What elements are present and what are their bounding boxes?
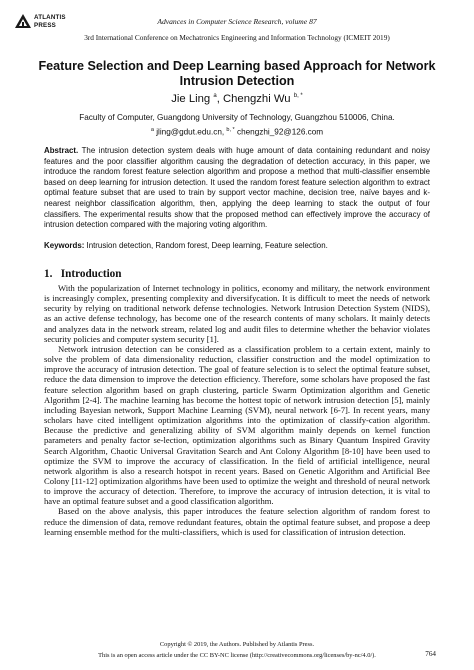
page-number: 764 [425, 650, 436, 658]
author-line [0, 93, 474, 105]
email-line [0, 127, 474, 137]
affiliation: Faculty of Computer, Guangdong University of Technology, Guangzhou 510006, China. [79, 113, 395, 122]
email-mark: b, * [226, 127, 235, 133]
body-text [44, 283, 430, 537]
author-name: Jie Ling [171, 93, 211, 105]
publisher-line2: PRESS [34, 21, 56, 29]
keywords-text: Intrusion detection, Random forest, Deep learning, Feature selection. [84, 241, 328, 250]
publisher-line1: ATLANTIS [34, 14, 66, 21]
author-affil-mark: b, * [293, 93, 303, 100]
email-address: jling@gdut.edu.cn, [156, 127, 227, 137]
author-separator: , [216, 93, 223, 105]
keywords-label: Keywords: [44, 241, 85, 250]
body-paragraph: With the popularization of Internet technology in politics, economy and military, the network environment is increasingly complex, presenting complexity and diversifycation. It is difficult to meet the needs of network security by relying on traditional network defense technologies. Network Intrusion Detection System (NIDS), as an active defense technology, has become one of the research contents of many scholars. It mainly detects and analyzes data in the network stream, related log and audit files to determine whether the behavior violates security policies and computer system security [1]. [44, 283, 430, 344]
email-address: chengzhi_92@126.com [236, 127, 324, 137]
body-paragraph: Based on the above analysis, this paper introduces the feature selection algorithm of random forest to reduce the dimension of data, remove redundant features, obtain the optimal feature subset, and propose a deep learning ensemble method for the multi-classifiers, which is used for classification of intrusion detection. [44, 506, 430, 537]
journal-header: Advances in Computer Science Research, volume 87 [157, 17, 317, 26]
author-name: Chengzhi Wu [222, 93, 291, 105]
body-paragraph: Network intrusion detection can be considered as a classification problem to a certain extent, mainly to solve the problem of data dimensionality reduction, classifier construction and the model optimization to improve the accuracy of intrusion detection. The goal of feature selection is to select the optimal feature subset, reduce the data dimension to improve the detection efficiency. Therefore, some scholars have proposed the fast feature selection algorithm based on graph clustering, particle Swarm Optimization algorithm and Genetic Algorithm [2-4]. The machine learning has become the hottest topic of network intrusion detection [5], mainly including Bayesian network, Support Machine Learning (SVM), neural network [6-7]. In recent years, many scholars have cited intelligent optimization algorithms into the optimization of classify-cation algorithm. Because the predictive and generalizing ability of SVM algorithm mainly depends on kernel function parameters and penalty factor se-lection, optimization algorithms such as Binary Quantum Inspired Gravity Search Algorithm, Chaotic Universal Gravitation Search and Ant Colony Algorithm [8-10] have been used to optimize the SVM to improve the accuracy of classification. In the field of artificial intelligence, neural network algorithm is also a research hotspot in recent years. Based on Genetic Algorithm and Artificial Bee Colony [11-12] optimization algorithms have been used to optimize the weight and threshold of neural network to improve the accuracy of detection. Therefore, to improve the accuracy of intrusion detection, it is vital to have an optimal feature subset and a good classification algorithm. [44, 343, 430, 507]
paper-title: Feature Selection and Deep Learning based Approach for Network Intrusion Detection [38, 59, 436, 88]
section-title: Introduction [60, 268, 122, 280]
section-heading [44, 268, 122, 280]
abstract [44, 146, 430, 231]
abstract-label: Abstract. [44, 146, 79, 155]
keywords [44, 241, 430, 250]
abstract-text: The intrusion detection system deals with huge amount of data containing redundant and noisy features and the poor classifier algorithm causing the degradation of detection accuracy, in this paper, we introduce the random forest feature selection algorithm and propose a method that multi-classifier ensemble based on deep learning for intrusion detection. It used the random forest feature selection algorithm to extract optimal feature subset that are used to train by support vector machine, decision tree, naïve bayes and k-nearest neighbor classification algorithm, then, applying the deep learning to stack the output of four classifiers. The experimental results show that the proposed method can effectively improve the accuracy of intrusion detection compared with the majoring voting algorithm. [44, 146, 430, 230]
copyright-notice: Copyright © 2019, the Authors. Published by Atlantis Press. [159, 641, 315, 648]
conference-header: 3rd International Conference on Mechatronics Engineering and Information Technology (ICMEIT 2019) [84, 33, 390, 42]
license-notice: This is an open access article under the CC BY-NC license (http://creativecommons.org/licenses/by-nc/4.0/). [98, 652, 376, 659]
author-affil-mark: a [213, 93, 217, 100]
email-mark: a [150, 127, 154, 133]
section-number: 1. [44, 268, 53, 280]
